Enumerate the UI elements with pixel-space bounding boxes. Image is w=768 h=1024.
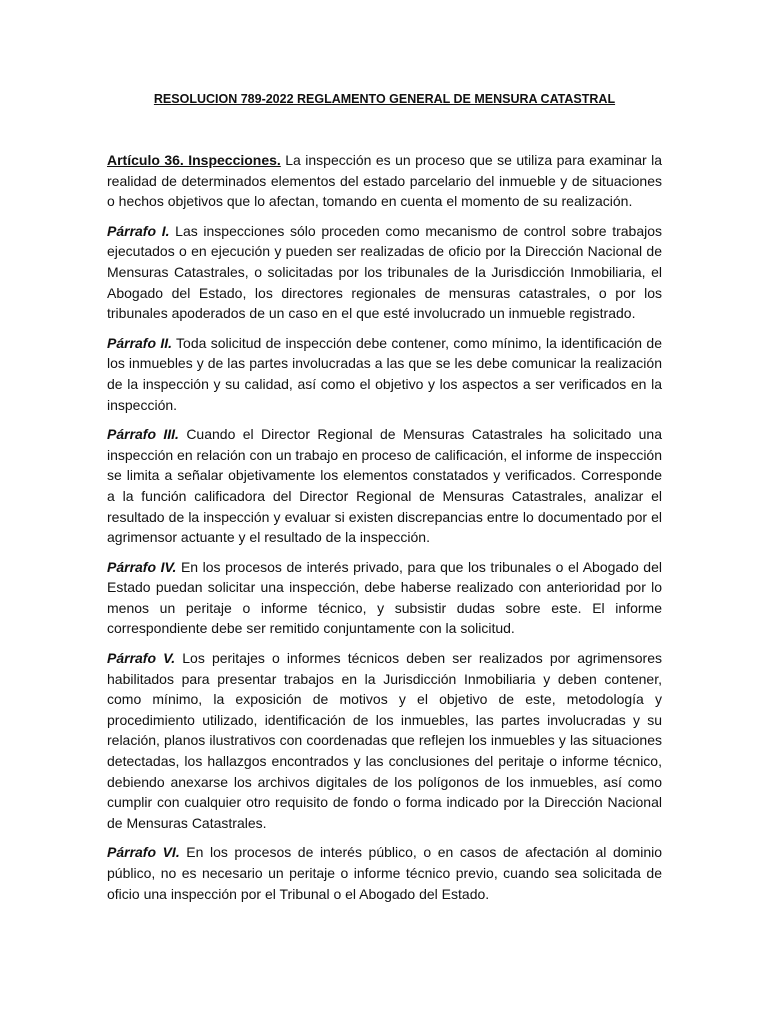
paragraph-text: Las inspecciones sólo proceden como mecanismo de control sobre trabajos ejecutados o en ejecución y pueden ser realizadas de oficio por la Dirección Nacional de Mensuras Catastrales, o solicitadas por los tribunales de la Jurisdicción Inmobiliaria, el Abogado del Estado, los directores regionales de mensuras catastrales, o por los tribunales apoderados de un caso en el que esté involucrado un inmueble registrado. <box>107 222 662 322</box>
paragraph-label: Párrafo V. <box>107 650 176 667</box>
article-36 <box>107 150 662 212</box>
paragraph-label: Párrafo IV. <box>107 558 177 575</box>
paragraph-text: Toda solicitud de inspección debe contener, como mínimo, la identificación de los inmuebles y de las partes involucradas a las que se les debe comunicar la realización de la inspección y su calidad, así como el objetivo y los aspectos a ser verificados en la inspección. <box>107 334 662 413</box>
paragraph-label: Párrafo VI. <box>107 844 180 861</box>
article-text: La inspección es un proceso que se utiliza para examinar la realidad de determinados elementos del estado parcelario del inmueble y de situaciones o hechos objetivos que lo afectan, tomando en cuenta el momento de su realización. <box>107 152 662 210</box>
paragraph-label: Párrafo III. <box>107 426 179 443</box>
article-heading: Artículo 36. Inspecciones. <box>107 152 281 168</box>
paragraph-iv <box>107 557 662 639</box>
paragraph-ii <box>107 333 662 415</box>
paragraph-iii <box>107 424 662 548</box>
paragraph-label: Párrafo II. <box>107 334 172 351</box>
paragraph-text: Cuando el Director Regional de Mensuras Catastrales ha solicitado una inspección en relación con un trabajo en proceso de calificación, el informe de inspección se limita a señalar objetivamente los elementos constatados y verificados. Corresponde a la función calificadora del Director Regional de Mensuras Catastrales, analizar el resultado de la inspección y evaluar si existen discrepancias entre lo documentado por el agrimensor actuante y el resultado de la inspección. <box>107 426 663 546</box>
paragraph-text: En los procesos de interés privado, para que los tribunales o el Abogado del Estado puedan solicitar una inspección, debe haberse realizado con anterioridad por lo menos un peritaje o informe técnico, y subsistir dudas sobre este. El informe correspondiente debe ser remitido conjuntamente con la solicitud. <box>107 558 662 637</box>
paragraph-text: En los procesos de interés público, o en casos de afectación al dominio público, no es necesario un peritaje o informe técnico previo, cuando sea solicitada de oficio una inspección por el Tribunal o el Abogado del Estado. <box>107 844 662 902</box>
paragraph-v <box>107 648 662 833</box>
paragraph-text: Los peritajes o informes técnicos deben ser realizados por agrimensores habilitados para presentar trabajos en la Jurisdicción Inmobiliaria y deben contener, como mínimo, la exposición de motivos y el objetivo de este, metodología y procedimiento utilizado, identificación de los inmuebles, las partes involucradas y su relación, planos ilustrativos con coordenadas que reflejen los inmuebles y las situaciones detectadas, los hallazgos encontrados y las conclusiones del peritaje o informe técnico, debiendo anexarse los archivos digitales de los polígonos de los inmuebles, así como cumplir con cualquier otro requisito de fondo o forma indicado por la Dirección Nacional de Mensuras Catastrales. <box>107 650 663 831</box>
document-title: RESOLUCION 789-2022 REGLAMENTO GENERAL DE MENSURA CATASTRAL <box>153 92 616 106</box>
paragraph-label: Párrafo I. <box>107 222 170 239</box>
paragraph-vi <box>107 842 662 904</box>
paragraph-i <box>107 221 662 324</box>
